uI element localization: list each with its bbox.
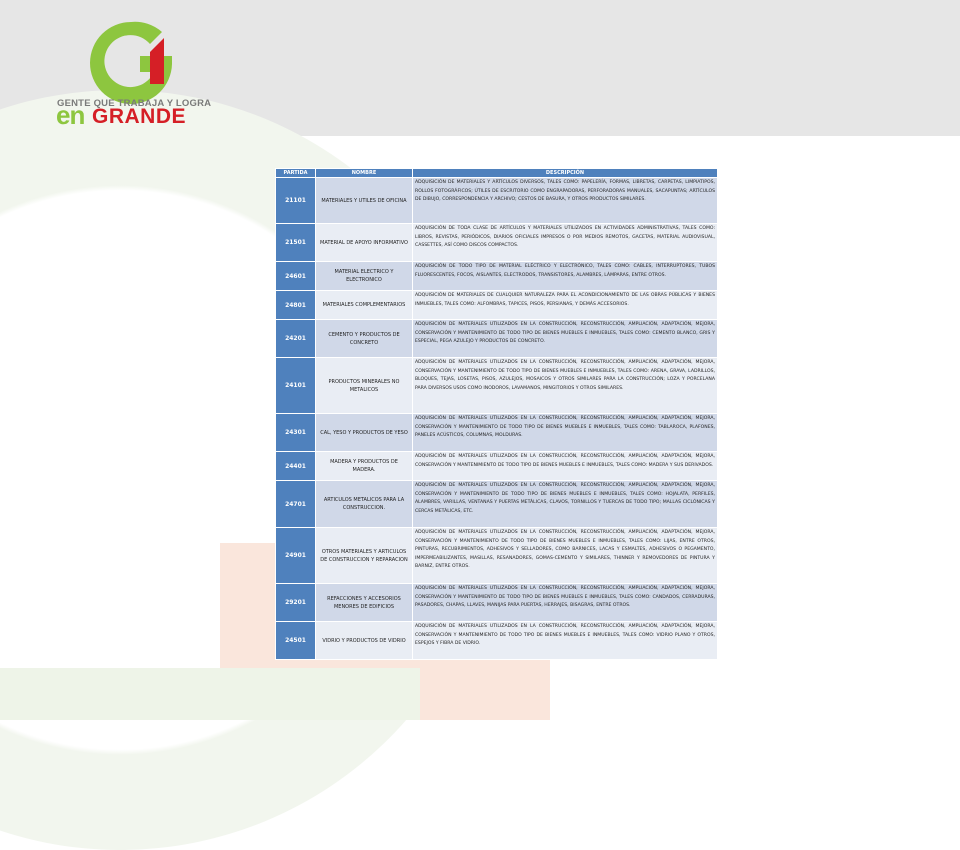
partida-description: ADQUISICIÓN DE MATERIALES UTILIZADOS EN LA CONSTRUCCIÓN, RECONSTRUCCIÓN, AMPLIACIÓN, ADAPTACIÓN, MEJORA, CONSERVACIÓN Y MANTENIMIENTO DE TODO TIPO DE BIENES MUEBLES E INMUEBLES, TALES COMO: LIJAS, ENTRE OTROS, PINTURAS, RECUBRIMIENTOS, ADHESIVOS Y SELLADORES, COMO BARNICES, LACAS Y ESMALTES, ADHESIVOS O PEGAMENTO, IMPERMEABILIZANTES, MASILLAS, RESANADORES, GOMAS-CEMENTO Y SIMILARES, THINNER Y REMOVEDORES DE PINTURA Y BARNIZ, ENTRE OTROS.	[413, 528, 718, 584]
table-row	[276, 320, 718, 358]
partida-code: 24301	[276, 414, 316, 452]
partida-code: 24201	[276, 320, 316, 358]
partida-code: 24501	[276, 622, 316, 660]
partida-code: 24801	[276, 291, 316, 320]
partida-code: 24701	[276, 481, 316, 528]
partida-code: 24401	[276, 452, 316, 481]
partida-description: ADQUISICIÓN DE MATERIALES UTILIZADOS EN LA CONSTRUCCIÓN, RECONSTRUCCIÓN, AMPLIACIÓN, ADAPTACIÓN, MEJORA, CONSERVACIÓN Y MANTENIMIENTO DE TODO TIPO DE BIENES MUEBLES E INMUEBLES, TALES COMO: HOJALATA, PERFILES, ALAMBRES, VARILLAS, VENTANAS Y PUERTAS METÁLICAS, CLAVOS, TORNILLOS Y TUERCAS DE TODO TIPO; MALLAS CICLÓNICAS Y CERCAS METÁLICAS, ETC.	[413, 481, 718, 528]
partida-description: ADQUISICIÓN DE TODO TIPO DE MATERIAL ELÉCTRICO Y ELECTRÓNICO, TALES COMO: CABLES, INTERRUPTORES, TUBOS FLUORESCENTES, FOCOS, AISLANTES, ELECTRODOS, TRANSISTORES, ALAMBRES, LÁMPARAS, ENTRE OTROS.	[413, 262, 718, 291]
partida-description: ADQUISICIÓN DE MATERIALES Y ARTÍCULOS DIVERSOS, TALES COMO: PAPELERÍA, FORMAS, LIBRETAS, CARPETAS, LIMPIATIPOS, ROLLOS FOTOGRÁFICOS; ÚTILES DE ESCRITORIO COMO ENGRAPADORAS, PERFORADORAS MANUALES, SACAPUNTAS; ARTÍCULOS DE DIBUJO, CORRESPONDENCIA Y ARCHIVO; CESTOS DE BASURA, Y OTROS PRODUCTOS SIMILARES.	[413, 178, 718, 224]
partida-description: ADQUISICIÓN DE MATERIALES UTILIZADOS EN LA CONSTRUCCIÓN, RECONSTRUCCIÓN, AMPLIACIÓN, ADAPTACIÓN, MEJORA, CONSERVACIÓN Y MANTENIMIENTO DE TODO TIPO DE BIENES MUEBLES E INMUEBLES, TALES COMO: CEMENTO BLANCO, GRIS Y ESPECIAL, PEGA AZULEJO Y PRODUCTOS DE CONCRETO.	[413, 320, 718, 358]
table-row	[276, 584, 718, 622]
logo-en: en	[56, 100, 85, 130]
partida-name: CEMENTO Y PRODUCTOS DE CONCRETO	[316, 320, 413, 358]
partida-name: ARTICULOS METALICOS PARA LA CONSTRUCCION.	[316, 481, 413, 528]
table-row	[276, 358, 718, 414]
partida-name: MATERIALES Y UTILES DE OFICINA	[316, 178, 413, 224]
partida-code: 24101	[276, 358, 316, 414]
partida-code: 24901	[276, 528, 316, 584]
table-row	[276, 622, 718, 660]
partidas-table-wrapper	[275, 168, 717, 660]
table-row	[276, 224, 718, 262]
partida-name: VIDRIO Y PRODUCTOS DE VIDRIO	[316, 622, 413, 660]
partida-name: MADERA Y PRODUCTOS DE MADERA.	[316, 452, 413, 481]
partida-description: ADQUISICIÓN DE MATERIALES UTILIZADOS EN LA CONSTRUCCIÓN, RECONSTRUCCIÓN, AMPLIACIÓN, ADAPTACIÓN, MEJORA, CONSERVACIÓN Y MANTENIMIENTO DE TODO TIPO DE BIENES MUEBLES E INMUEBLES, TALES COMO: TABLAROCA, PLAFONES, PANELES ACÚSTICOS, COLUMNAS, MOLDURAS.	[413, 414, 718, 452]
partida-name: OTROS MATERIALES Y ARTICULOS DE CONSTRUCCION Y REPARACION	[316, 528, 413, 584]
table-row	[276, 291, 718, 320]
partida-code: 21101	[276, 178, 316, 224]
table-row	[276, 414, 718, 452]
partida-description: ADQUISICIÓN DE MATERIALES UTILIZADOS EN LA CONSTRUCCIÓN, RECONSTRUCCIÓN, AMPLIACIÓN, ADAPTACIÓN, MEJORA, CONSERVACIÓN Y MANTENIMIENTO DE TODO TIPO DE BIENES MUEBLES E INMUEBLES, TALES COMO: CANDADOS, CERRADURAS, PASADORES, CHAPAS, LLAVES, MANIJAS PARA PUERTAS, HERRAJES, BISAGRAS, ENTRE OTROS.	[413, 584, 718, 622]
partida-name: MATERIAL ELECTRICO Y ELECTRONICO	[316, 262, 413, 291]
partida-description: ADQUISICIÓN DE MATERIALES UTILIZADOS EN LA CONSTRUCCIÓN, RECONSTRUCCIÓN, AMPLIACIÓN, ADAPTACIÓN, MEJORA, CONSERVACIÓN Y MANTENIMIENTO DE TODO TIPO DE BIENES MUEBLES E INMUEBLES, TALES COMO: ARENA, GRAVA, LADRILLOS, BLOQUES, TEJAS, LOSETAS, PISOS, AZULEJOS, MOSAICOS Y OTROS SIMILARES PARA LA CONSTRUCCIÓN; LOZA Y PORCELANA PARA DIVERSOS USOS COMO INODOROS, LAVAMANOS, MINGITORIOS Y OTROS SIMILARES.	[413, 358, 718, 414]
header-partida: PARTIDA	[276, 169, 316, 178]
header-nombre: NOMBRE	[316, 169, 413, 178]
partida-code: 24601	[276, 262, 316, 291]
table-row	[276, 481, 718, 528]
partida-code: 29201	[276, 584, 316, 622]
partida-name: REFACCIONES Y ACCESORIOS MENORES DE EDIFICIOS	[316, 584, 413, 622]
partida-description: ADQUISICIÓN DE MATERIALES DE CUALQUIER NATURALEZA PARA EL ACONDICIONAMIENTO DE LAS OBRAS PÚBLICAS Y BIENES INMUEBLES, TALES COMO: ALFOMBRAS, TAPICES, PISOS, PERSIANAS, Y DEMÁS ACCESORIOS.	[413, 291, 718, 320]
table-header-row	[276, 169, 718, 178]
partida-name: CAL, YESO Y PRODUCTOS DE YESO	[316, 414, 413, 452]
partida-description: ADQUISICIÓN DE TODA CLASE DE ARTÍCULOS Y MATERIALES UTILIZADOS EN ACTIVIDADES ADMINISTRATIVAS, TALES COMO: LIBROS, REVISTAS, PERIÓDICOS, DIARIOS OFICIALES IMPRESOS O POR MEDIOS REMOTOS, GACETAS, MATERIAL AUDIOVISUAL, CASSETTES, ASÍ COMO DISCOS COMPACTOS.	[413, 224, 718, 262]
logo-grande: GRANDE	[92, 105, 187, 128]
partida-description: ADQUISICIÓN DE MATERIALES UTILIZADOS EN LA CONSTRUCCIÓN, RECONSTRUCCIÓN, AMPLIACIÓN, ADAPTACIÓN, MEJORA, CONSERVACIÓN Y MANTENIMIENTO DE TODO TIPO DE BIENES MUEBLES E INMUEBLES, TALES COMO: VIDRIO PLANO Y OTROS, ESPEJOS Y FIBRA DE VIDRIO.	[413, 622, 718, 660]
partida-name: PRODUCTOS MINERALES NO METALICOS	[316, 358, 413, 414]
partida-name: MATERIALES COMPLEMENTARIOS	[316, 291, 413, 320]
partida-code: 21501	[276, 224, 316, 262]
partida-name: MATERIAL DE APOYO INFORMATIVO	[316, 224, 413, 262]
table-row	[276, 178, 718, 224]
partidas-table	[275, 168, 718, 660]
partida-description: ADQUISICIÓN DE MATERIALES UTILIZADOS EN LA CONSTRUCCIÓN, RECONSTRUCCIÓN, AMPLIACIÓN, ADAPTACIÓN, MEJORA, CONSERVACIÓN Y MANTENIMIENTO DE TODO TIPO DE BIENES MUEBLES E INMUEBLES, TALES COMO: MADERA Y SUS DERIVADOS.	[413, 452, 718, 481]
table-row	[276, 528, 718, 584]
logo-tagline: GENTE QUE TRABAJA Y LOGRA	[57, 98, 212, 109]
decorative-green-block	[0, 668, 420, 720]
table-row	[276, 452, 718, 481]
header-descripcion: DESCRIPCIÓN	[413, 169, 718, 178]
table-row	[276, 262, 718, 291]
